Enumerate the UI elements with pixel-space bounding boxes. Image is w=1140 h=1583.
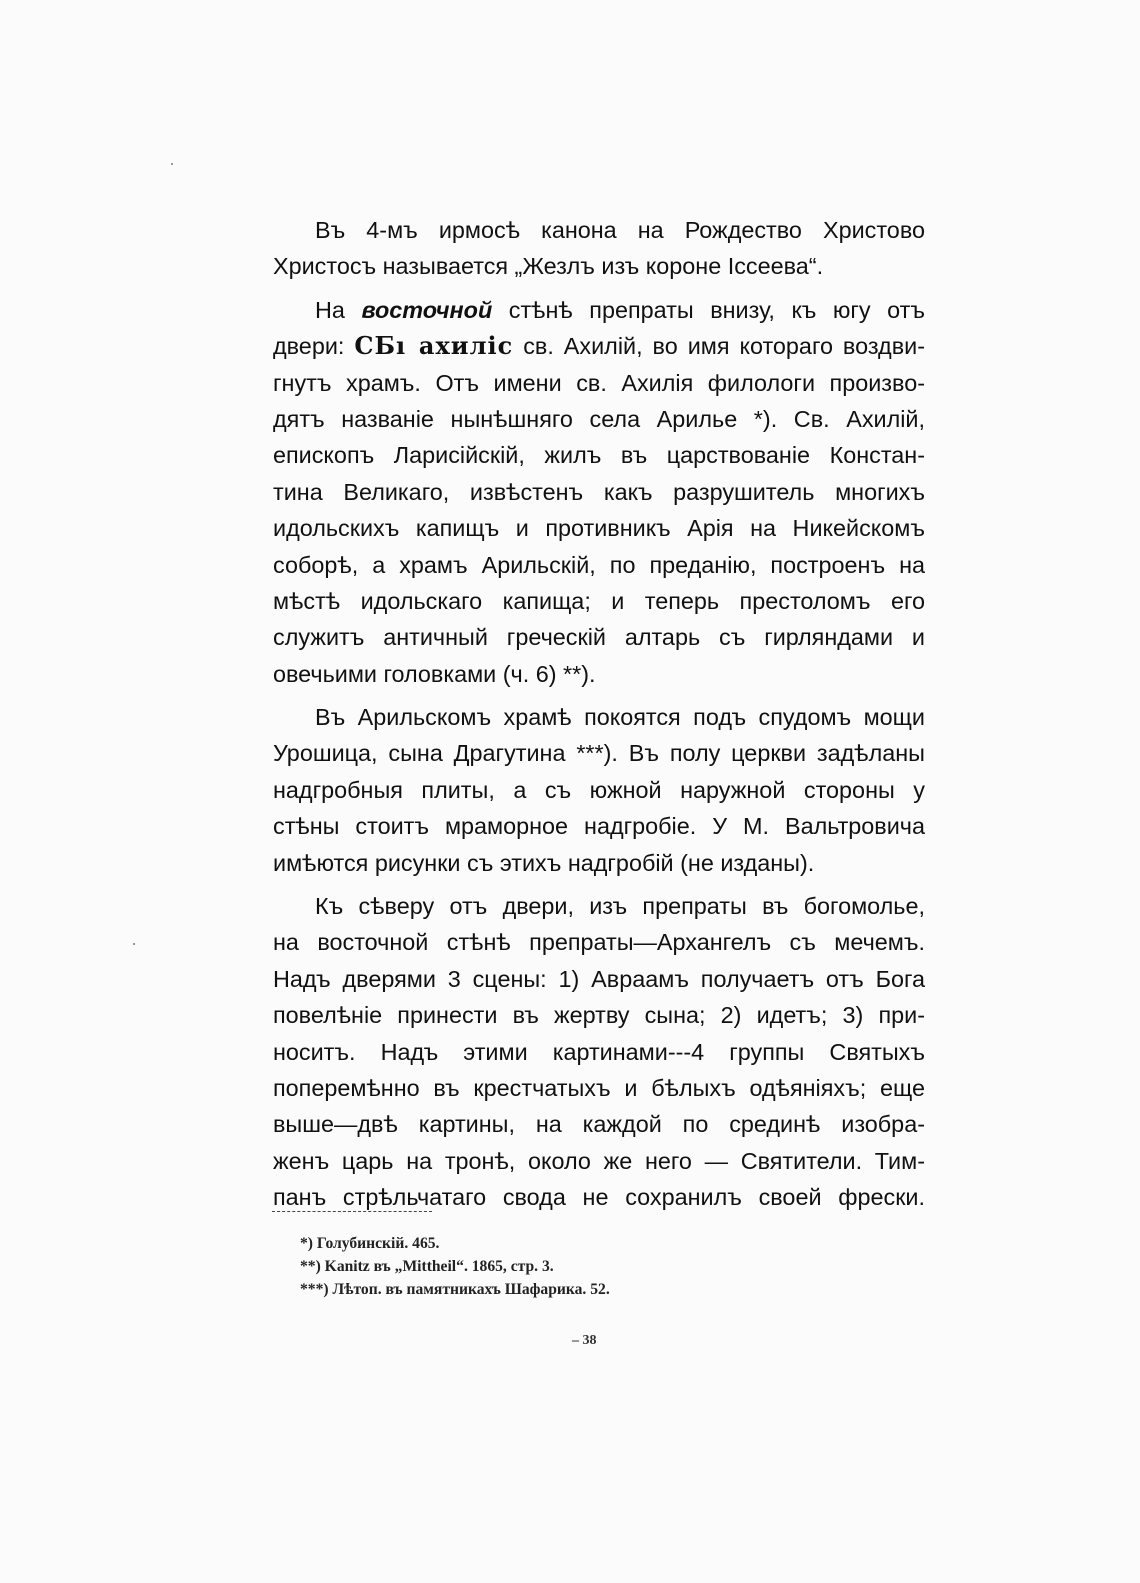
- text-line: имѣются рисунки съ этихъ надгробій (не изданы).: [273, 849, 815, 876]
- text-line: [273, 328, 925, 364]
- text-line: Въ 4-мъ ирмосѣ канона на Рождество Христово: [315, 217, 925, 243]
- footnote-3: ***) Лѣтоп. въ памятникахъ Шафарика. 52.: [300, 1281, 610, 1298]
- scan-speck: [133, 943, 135, 945]
- text-line: идольскихъ капищъ и противникъ Арія на Никейскомъ: [273, 515, 925, 542]
- footnote-1: *) Голубинскій. 465.: [300, 1235, 440, 1252]
- text-line: епископъ Ларисійскій, жилъ въ царствованіе Констан-: [273, 442, 925, 469]
- text-line: Христосъ называется „Жезлъ изъ короне Іссеева“.: [273, 253, 824, 280]
- text-line: Въ Арильскомъ храмѣ покоятся подъ спудомъ мощи: [315, 704, 925, 731]
- footnote-divider: [272, 1211, 432, 1212]
- footnote-2: **) Kanitz въ „Mittheil“. 1865, стр. 3.: [300, 1258, 554, 1275]
- text-line: соборѣ, а храмъ Арильскій, по преданію, построенъ на: [273, 551, 925, 578]
- text-line: панъ стрѣльчатаго свода не сохранилъ своей фрески.: [273, 1184, 925, 1211]
- text-line: поперемѣнно въ крестчатыхъ и бѣлыхъ одѣяніяхъ; еще: [273, 1074, 925, 1101]
- text-line: на восточной стѣнѣ препраты—Архангелъ съ мечемъ.: [273, 929, 925, 956]
- text-fragment: На: [315, 296, 362, 323]
- church-slavonic-inscription: СБı ахиліс: [354, 331, 514, 361]
- scan-speck: [171, 163, 173, 165]
- text-line: служитъ античный греческій алтарь съ гирляндами и: [273, 624, 925, 651]
- text-line: женъ царь на тронѣ, около же него — Святители. Тим-: [273, 1147, 925, 1174]
- text-line: Надъ дверями 3 сцены: 1) Авраамъ получаетъ отъ Бога: [273, 965, 925, 992]
- text-line: носитъ. Надъ этими картинами---4 группы Святыхъ: [273, 1038, 925, 1065]
- italic-word: восточной: [361, 296, 493, 323]
- text-line: мѣстѣ идольскаго капища; и теперь престоломъ его: [273, 587, 925, 614]
- text-line: стѣны стоитъ мраморное надгробіе. У М. Вальтровича: [273, 813, 925, 840]
- text-fragment: двери:: [273, 333, 355, 360]
- text-line: повелѣніе принести въ жертву сына; 2) идетъ; 3) при-: [273, 1002, 925, 1029]
- text-fragment: стѣнѣ препраты внизу, къ югу отъ: [492, 296, 925, 323]
- text-line: Къ сѣверу отъ двери, изъ препраты въ богомолье,: [315, 893, 925, 920]
- text-line: надгробныя плиты, а съ южной наружной стороны у: [273, 776, 925, 803]
- text-line: дятъ названіе нынѣшняго села Арилье *). Св. Ахилій,: [273, 405, 925, 432]
- text-line: гнутъ храмъ. Отъ имени св. Ахилія филологи произво-: [273, 369, 925, 396]
- main-text: [273, 212, 925, 1216]
- text-line: Урошица, сына Драгутина ***). Въ полу церкви задѣланы: [273, 740, 925, 767]
- text-line: тина Великаго, извѣстенъ какъ разрушитель многихъ: [273, 478, 925, 505]
- footnotes: [272, 1232, 692, 1301]
- page-number: – 38: [572, 1333, 597, 1348]
- text-fragment: св. Ахилій, во имя котораго воздви-: [513, 333, 925, 360]
- text-line: выше—двѣ картины, на каждой по срединѣ изобра-: [273, 1111, 925, 1138]
- text-line: [273, 292, 925, 328]
- text-line: овечьими головками (ч. 6) **).: [273, 660, 596, 687]
